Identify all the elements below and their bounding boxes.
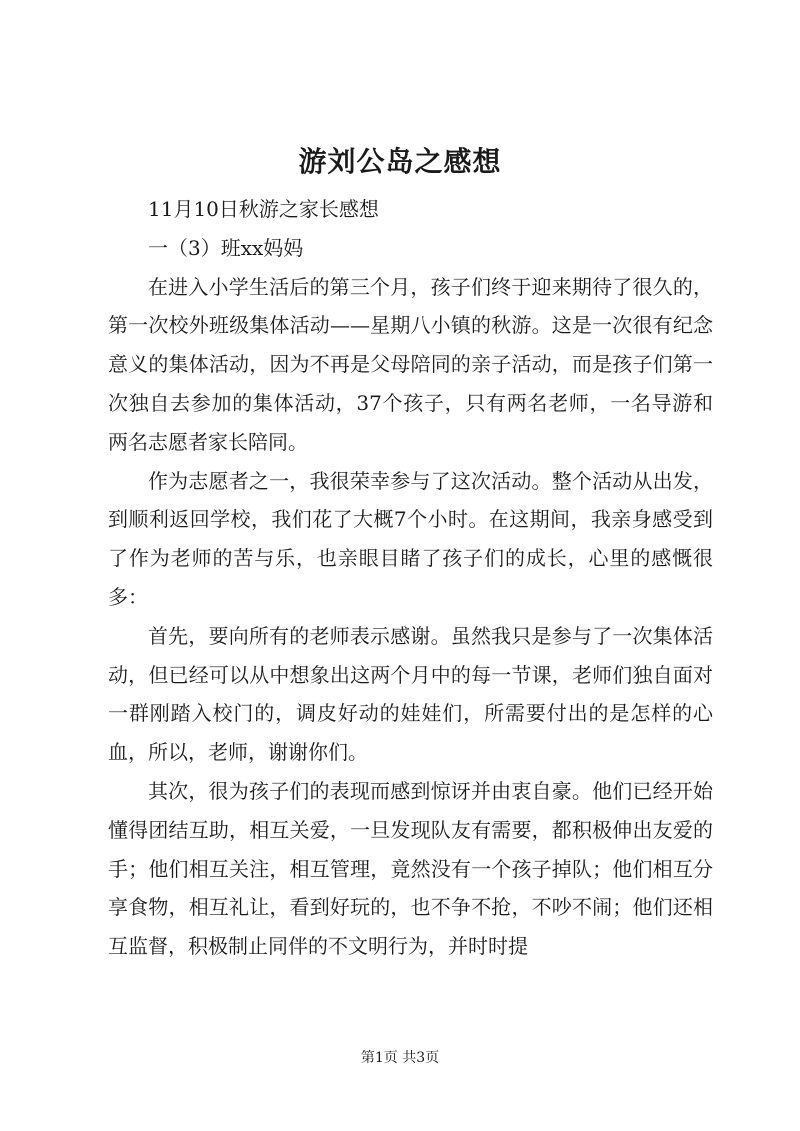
body-paragraph: 其次，很为孩子们的表现而感到惊讶并由衷自豪。他们已经开始懂得团结互助，相互关爱，一旦发现队友有需要，都积极伸出友爱的手；他们相互关注，相互管理，竟然没有一个孩子掉队；他们相互分享食物，相互礼让，看到好玩的，也不争不抢，不吵不闹；他们还相互监督，积极制止同伴的不文明行为，并时时提 [108,778,713,959]
body-paragraph: 在进入小学生活后的第三个月，孩子们终于迎来期待了很久的，第一次校外班级集体活动——星期八小镇的秋游。这是一次很有纪念意义的集体活动，因为不再是父母陪同的亲子活动，而是孩子们第一次独自去参加的集体活动，37个孩子，只有两名老师，一名导游和两名志愿者家长陪同。 [108,274,713,454]
body-paragraph: 作为志愿者之一，我很荣幸参与了这次活动。整个活动从出发，到顺利返回学校，我们花了大概7个小时。在这期间，我亲身感受到了作为老师的苦与乐，也亲眼目睹了孩子们的成长，心里的感慨很多： [108,468,713,609]
document-title: 游刘公岛之感想 [298,145,502,178]
subtitle-line: 11月10日秋游之家长感想 [148,197,379,221]
document-body [108,190,713,966]
body-paragraph: 首先，要向所有的老师表示感谢。虽然我只是参与了一次集体活动，但已经可以从中想象出这两个月中的每一节课，老师们独自面对一群刚踏入校门的，调皮好动的娃娃们，所需要付出的是怎样的心血，所以，老师，谢谢你们。 [108,623,713,765]
author-line: 一（3）班xx妈妈 [148,235,304,260]
page-number-footer: 第1页 共3页 [360,1050,440,1066]
